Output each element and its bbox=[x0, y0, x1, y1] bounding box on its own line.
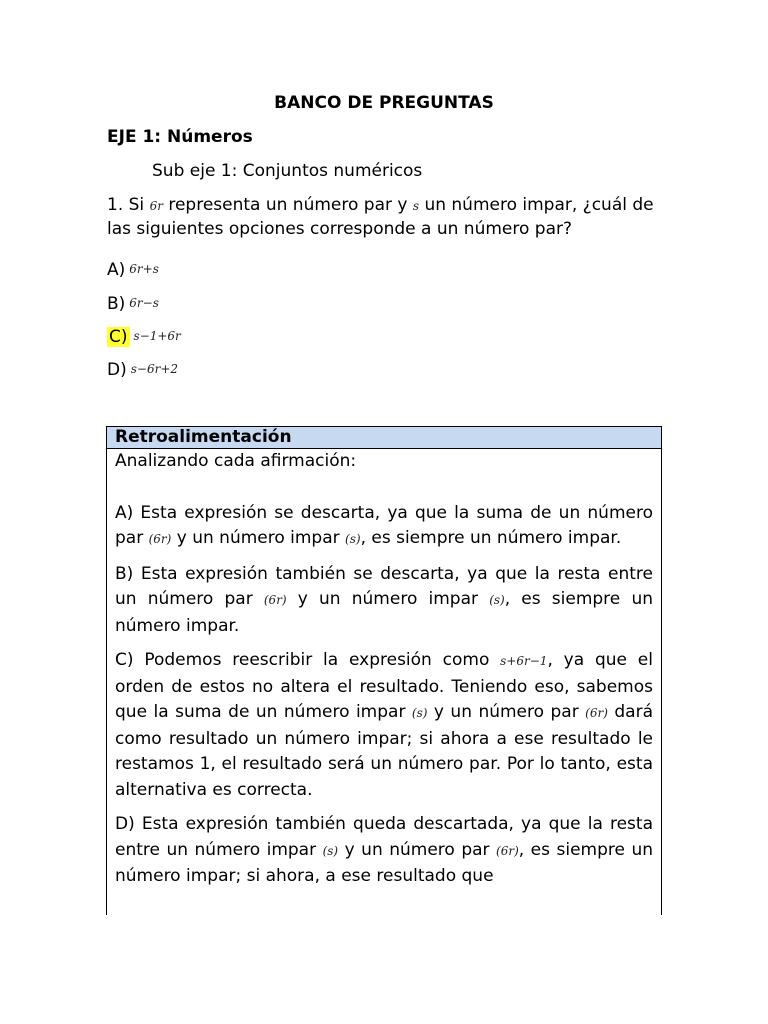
math-expression: (s) bbox=[411, 706, 428, 720]
eje-heading: EJE 1: Números bbox=[107, 127, 253, 147]
question-text bbox=[107, 194, 663, 241]
feedback-box bbox=[106, 426, 662, 915]
feedback-text: , es siempre un número impar. bbox=[360, 528, 622, 548]
math-expression: (6r) bbox=[496, 843, 519, 858]
option-expression: s−6r+2 bbox=[130, 362, 179, 376]
subeje-heading: Sub eje 1: Conjuntos numéricos bbox=[152, 161, 423, 181]
math-expression: (6r) bbox=[148, 532, 172, 546]
option-letter: B) bbox=[107, 294, 126, 314]
math-expression: (s) bbox=[345, 532, 361, 546]
feedback-paragraph-b bbox=[115, 562, 653, 640]
math-expression: (s) bbox=[322, 843, 339, 858]
feedback-text: y un número impar bbox=[171, 528, 346, 548]
option-expression: 6r+s bbox=[129, 262, 159, 276]
question-text-part: representa un número par y bbox=[162, 195, 413, 215]
option-b bbox=[107, 294, 159, 314]
feedback-text: , ya que el orden de estos no altera el resultado. Teniendo eso, sabemos que la suma de un número impar bbox=[115, 650, 653, 722]
math-expression: s bbox=[412, 199, 420, 213]
question-number: 1. bbox=[107, 195, 124, 215]
feedback-paragraph-c bbox=[115, 648, 653, 803]
math-expression: (6r) bbox=[585, 706, 608, 720]
option-expression: s−1+6r bbox=[133, 329, 181, 343]
math-expression: (6r) bbox=[263, 593, 287, 607]
question-text-part: un número impar, ¿cuál de las siguientes opciones corresponde a un número par? bbox=[107, 195, 654, 239]
feedback-text: , es siempre un número impar; si ahora, a ese resultado que bbox=[115, 839, 653, 886]
question-text-part: Si bbox=[123, 195, 150, 215]
feedback-text: C) Podemos reescribir la expresión como bbox=[115, 650, 501, 670]
option-a bbox=[107, 260, 159, 280]
option-c bbox=[107, 327, 181, 347]
feedback-text: y un número impar bbox=[286, 589, 490, 609]
feedback-paragraph-d bbox=[115, 812, 653, 890]
math-expression: s+6r−1 bbox=[500, 654, 548, 668]
option-d bbox=[107, 360, 178, 380]
option-letter: D) bbox=[107, 360, 127, 380]
feedback-text: y un número par bbox=[338, 839, 497, 860]
feedback-paragraph-a bbox=[115, 501, 653, 553]
feedback-text: B) Esta expresión también se descarta, ya que la resta entre un número par bbox=[115, 563, 653, 609]
feedback-text: y un número par bbox=[427, 702, 586, 722]
math-expression: 6r bbox=[149, 199, 163, 213]
feedback-heading: Retroalimentación bbox=[107, 427, 661, 449]
feedback-body bbox=[107, 449, 661, 890]
math-expression: (s) bbox=[489, 593, 505, 607]
feedback-intro: Analizando cada afirmación: bbox=[115, 451, 357, 471]
option-letter: A) bbox=[107, 260, 126, 280]
feedback-text: , es siempre un número impar. bbox=[115, 589, 653, 636]
option-letter-highlighted: C) bbox=[109, 327, 128, 347]
feedback-text: A) Esta expresión se descarta, ya que la suma de un número par bbox=[115, 502, 653, 548]
feedback-text: dará como resultado un número impar; si ahora a ese resultado le restamos 1, el resultado será un número par. Por lo tanto, esta alternativa es correcta. bbox=[115, 702, 653, 800]
option-expression: 6r−s bbox=[129, 296, 159, 310]
feedback-text: D) Esta expresión también queda descartada, ya que la resta entre un número impar bbox=[115, 814, 653, 860]
page-title: BANCO DE PREGUNTAS bbox=[274, 93, 494, 113]
